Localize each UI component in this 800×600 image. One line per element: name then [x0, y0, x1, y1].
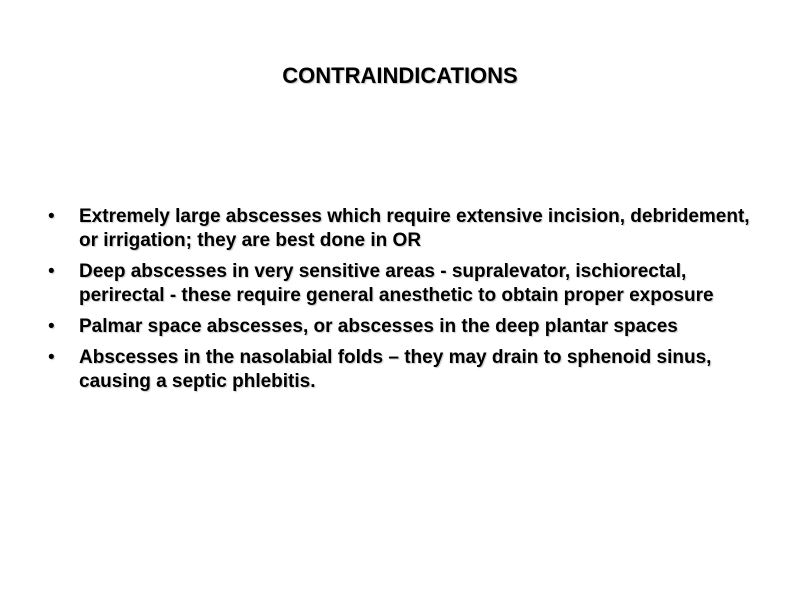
bullet-list: [48, 205, 768, 401]
bullet-text: Extremely large abscesses which require extensive incision, debridement, or irrigation; they are best done in OR: [79, 206, 750, 251]
slide-title: CONTRAINDICATIONS: [282, 63, 518, 88]
bullet-text: Abscesses in the nasolabial folds – they may drain to sphenoid sinus, causing a septic phlebitis.: [79, 347, 712, 392]
bullet-text: Palmar space abscesses, or abscesses in the deep plantar spaces: [79, 316, 678, 337]
bullet-text: Deep abscesses in very sensitive areas - supralevator, ischiorectal, perirectal - these require general anesthetic to obtain proper exposure: [79, 261, 714, 306]
bullet-item: [48, 205, 768, 253]
bullet-item: [48, 346, 768, 394]
bullet-icon: •: [48, 206, 55, 227]
bullet-icon: •: [48, 316, 55, 337]
bullet-item: [48, 315, 768, 339]
bullet-icon: •: [48, 261, 55, 282]
bullet-item: [48, 260, 768, 308]
bullet-icon: •: [48, 347, 55, 368]
